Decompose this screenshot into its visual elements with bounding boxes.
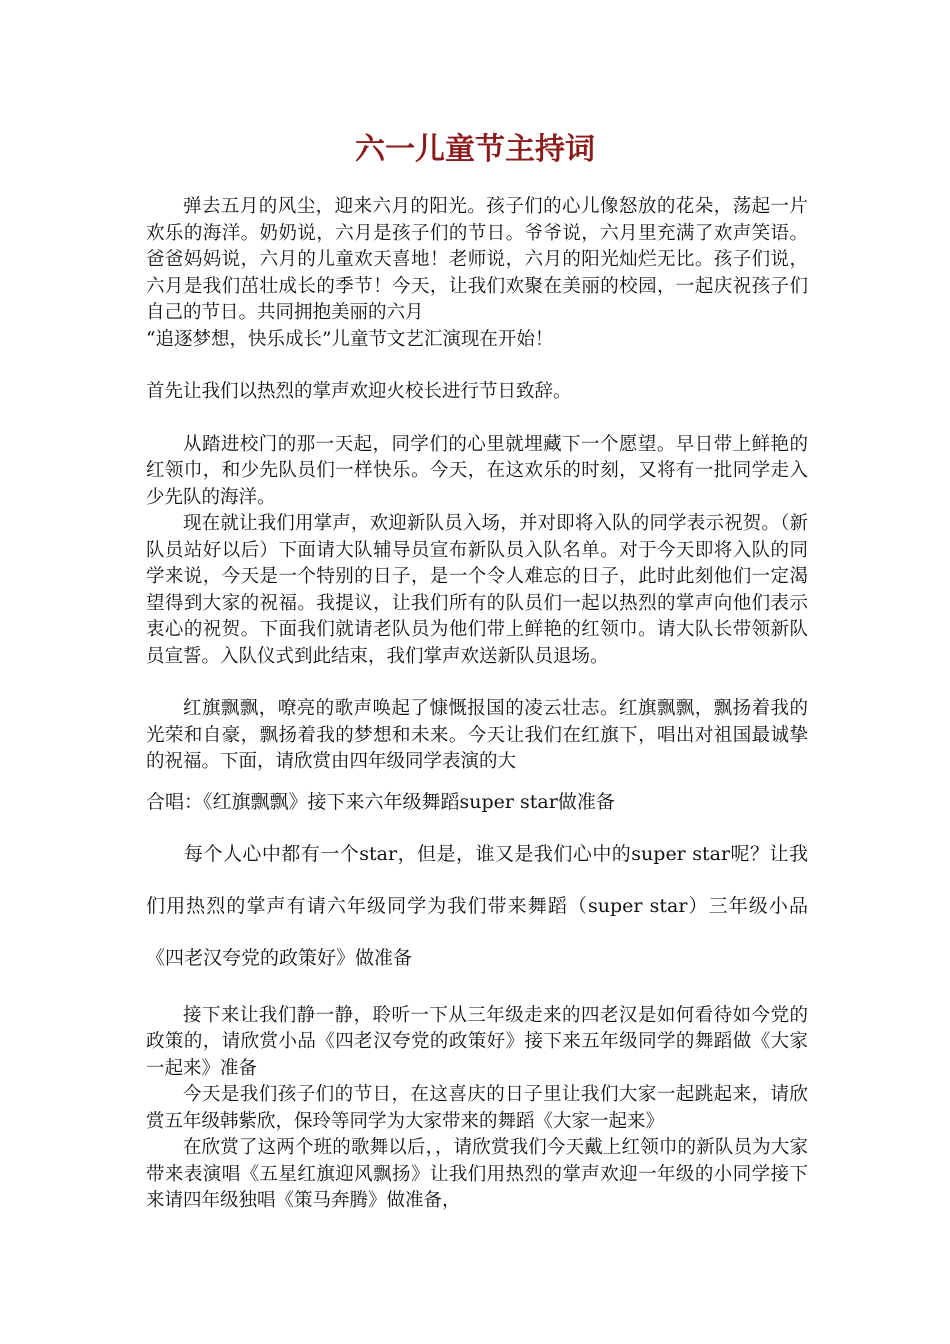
paragraph-opening: “追逐梦想，快乐成长”儿童节文艺汇演现在开始！ [146,328,554,350]
paragraph-wish: 从踏进校门的那一天起，同学们的心里就埋藏下一个愿望。早日带上鲜艳的红领巾，和少先队员们一样快乐。今天，在这欢乐的时刻，又将有一批同学走入少先队的海洋。 [146,433,808,508]
paragraph-induction: 现在就让我们用掌声，欢迎新队员入场，并对即将入队的同学表示祝贺。（新队员站好以后）下面请大队辅导员宣布新队员入队名单。对于今天即将入队的同学来说，今天是一个特别的日子，是一个令人难忘的日子，此时此刻他们一定渴望得到大家的祝福。我提议，让我们所有的队员们一起以热烈的掌声向他们表示衷心的祝贺。下面我们就请老队员为他们带上鲜艳的红领巾。请大队长带领新队员宣誓。入队仪式到此结束，我们掌声欢送新队员退场。 [146,513,808,667]
paragraph-dance: 今天是我们孩子们的节日，在这喜庆的日子里让我们大家一起跳起来，请欣赏五年级韩紫欣，保玲等同学为大家带来的舞蹈《大家一起来》 [146,1084,808,1132]
paragraph-song: 在欣赏了这两个班的歌舞以后，，请欣赏我们今天戴上红领巾的新队员为大家带来表演唱《五星红旗迎风飘扬》让我们用热烈的掌声欢迎一年级的小同学接下来请四年级独唱《策马奔腾》做准备， [146,1137,808,1211]
paragraph-red-flag: 红旗飘飘，嘹亮的歌声唤起了慷慨报国的凌云壮志。红旗飘飘，飘扬着我的光荣和自豪，飘扬着我的梦想和未来。今天让我们在红旗下，唱出对祖国最诚挚的祝福。下面，请欣赏由四年级同学表演的大 [146,698,808,772]
paragraph-super-star: 每个人心中都有一个star，但是，谁又是我们心中的super star呢？让我们用热烈的掌声有请六年级同学为我们带来舞蹈（super star）三年级小品《四老汉夸党的政策好》做准备 [146,842,808,969]
paragraph-principal: 首先让我们以热烈的掌声欢迎火校长进行节日致辞。 [146,381,572,402]
paragraph-intro: 弹去五月的风尘，迎来六月的阳光。孩子们的心儿像怒放的花朵，荡起一片欢乐的海洋。奶奶说，六月是孩子们的节日。爷爷说，六月里充满了欢声笑语。爸爸妈妈说，六月的儿童欢天喜地！老师说，六月的阳光灿烂无比。孩子们说，六月是我们茁壮成长的季节！今天，让我们欢聚在美丽的校园，一起庆祝孩子们自己的节日。共同拥抱美丽的六月 [146,196,808,323]
paragraph-skit: 接下来让我们静一静，聆听一下从三年级走来的四老汉是如何看待如今党的政策的，请欣赏小品《四老汉夸党的政策好》接下来五年级同学的舞蹈做《大家一起来》准备 [146,1004,808,1079]
paragraph-chorus: 合唱：《红旗飘飘》接下来六年级舞蹈super star做准备 [146,790,615,813]
document-body [146,194,808,1215]
document-title: 六一儿童节主持词 [355,132,595,167]
